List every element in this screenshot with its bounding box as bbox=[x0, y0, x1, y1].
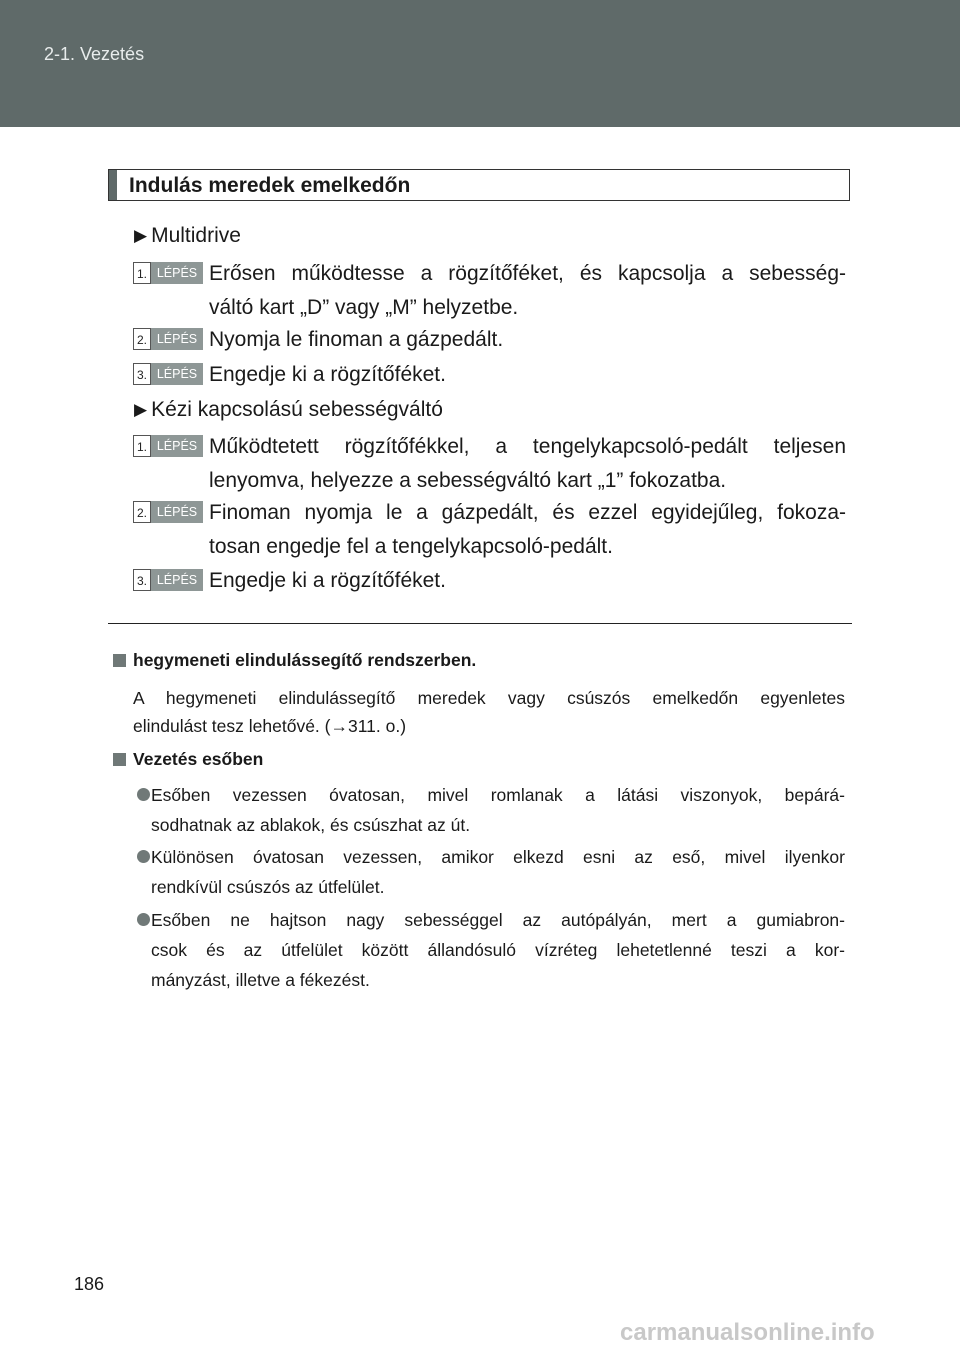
triangle-right-icon: ▶ bbox=[134, 400, 148, 419]
multidrive-step-2 bbox=[133, 323, 846, 357]
multidrive-step-1 bbox=[133, 257, 846, 325]
step-number: 1. bbox=[133, 435, 151, 457]
section-title: Indulás meredek emelkedőn bbox=[129, 174, 411, 197]
section-title-box bbox=[108, 169, 850, 201]
step-text-line: Működtetett rögzítőfékkel, a tengelykapcsoló-pedált teljesen bbox=[209, 435, 846, 458]
round-bullet-icon bbox=[137, 850, 150, 863]
header-band bbox=[0, 0, 960, 127]
step-text-line: Erősen működtesse a rögzítőféket, és kapcsolja a sebesség- bbox=[209, 262, 846, 285]
bullet-line: Esőben vezessen óvatosan, mivel romlanak a látási viszonyok, bepárá- bbox=[151, 785, 845, 805]
square-bullet-icon bbox=[113, 654, 126, 667]
round-bullet-icon bbox=[137, 913, 150, 926]
bullet-line: Különösen óvatosan vezessen, amikor elkezd esni az eső, mivel ilyenkor bbox=[151, 847, 845, 867]
multidrive-label: Multidrive bbox=[151, 224, 241, 247]
step-number: 2. bbox=[133, 501, 151, 523]
step-badge bbox=[133, 501, 203, 523]
rain-bullet-1 bbox=[133, 780, 845, 840]
step-number: 1. bbox=[133, 262, 151, 284]
manual-step-3 bbox=[133, 564, 846, 598]
watermark: carmanualsonline.info bbox=[620, 1319, 875, 1346]
step-word: LÉPÉS bbox=[151, 363, 203, 385]
step-word: LÉPÉS bbox=[151, 435, 203, 457]
step-text-line: Finoman nyomja le a gázpedált, és ezzel egyidejűleg, fokoza- bbox=[209, 501, 846, 524]
round-bullet-icon bbox=[137, 788, 150, 801]
manual-step-2 bbox=[133, 496, 846, 564]
note-line: A hegymeneti elindulássegítő meredek vagy csúszós emelkedőn egyenletes bbox=[133, 688, 845, 708]
step-word: LÉPÉS bbox=[151, 501, 203, 523]
bullet-line: Esőben ne hajtson nagy sebességgel az autópályán, mert a gumiabron- bbox=[151, 910, 845, 930]
rain-bullet-3 bbox=[133, 905, 845, 995]
bullet-line: mányzást, illetve a fékezést. bbox=[151, 970, 370, 990]
step-text-line: Nyomja le finoman a gázpedált. bbox=[209, 328, 504, 351]
note-heading-text: Vezetés esőben bbox=[133, 749, 264, 769]
triangle-right-icon: ▶ bbox=[134, 226, 148, 245]
note-heading-text: hegymeneti elindulássegítő rendszerben. bbox=[133, 650, 477, 670]
step-text-line: Engedje ki a rögzítőféket. bbox=[209, 569, 446, 592]
bullet-line: rendkívül csúszós az útfelület. bbox=[151, 877, 385, 897]
multidrive-step-3 bbox=[133, 358, 846, 392]
step-badge bbox=[133, 569, 203, 591]
step-badge bbox=[133, 328, 203, 350]
multidrive-heading bbox=[134, 224, 241, 248]
step-text-line: váltó kart „D” vagy „M” helyzetbe. bbox=[209, 296, 519, 319]
step-text-line: lenyomva, helyezze a sebességváltó kart „1” fokozatba. bbox=[209, 469, 727, 492]
page-number: 186 bbox=[74, 1274, 105, 1294]
step-word: LÉPÉS bbox=[151, 262, 203, 284]
bullet-line: sodhatnak az ablakok, és csúszhat az út. bbox=[151, 815, 471, 835]
step-text-line: tosan engedje fel a tengelykapcsoló-pedált. bbox=[209, 535, 613, 558]
bullet-line: csok és az útfelület között állandósuló vízréteg lehetetlenné teszi a kor- bbox=[151, 940, 845, 960]
step-word: LÉPÉS bbox=[151, 569, 203, 591]
section-label: 2-1. Vezetés bbox=[44, 44, 145, 64]
step-badge bbox=[133, 363, 203, 385]
step-number: 2. bbox=[133, 328, 151, 350]
square-bullet-icon bbox=[113, 753, 126, 766]
rain-bullet-2 bbox=[133, 842, 845, 902]
note-heading-hill bbox=[113, 650, 476, 671]
step-number: 3. bbox=[133, 363, 151, 385]
manual-label: Kézi kapcsolású sebességváltó bbox=[151, 398, 443, 421]
step-number: 3. bbox=[133, 569, 151, 591]
step-badge bbox=[133, 435, 203, 457]
section-divider bbox=[108, 623, 852, 624]
note-paragraph-hill bbox=[133, 684, 845, 740]
note-heading-rain bbox=[113, 749, 263, 770]
step-badge bbox=[133, 262, 203, 284]
manual-heading bbox=[134, 398, 443, 422]
manual-step-1 bbox=[133, 430, 846, 498]
note-line: elindulást tesz lehetővé. (→311. o.) bbox=[133, 716, 407, 736]
step-word: LÉPÉS bbox=[151, 328, 203, 350]
step-text-line: Engedje ki a rögzítőféket. bbox=[209, 363, 446, 386]
